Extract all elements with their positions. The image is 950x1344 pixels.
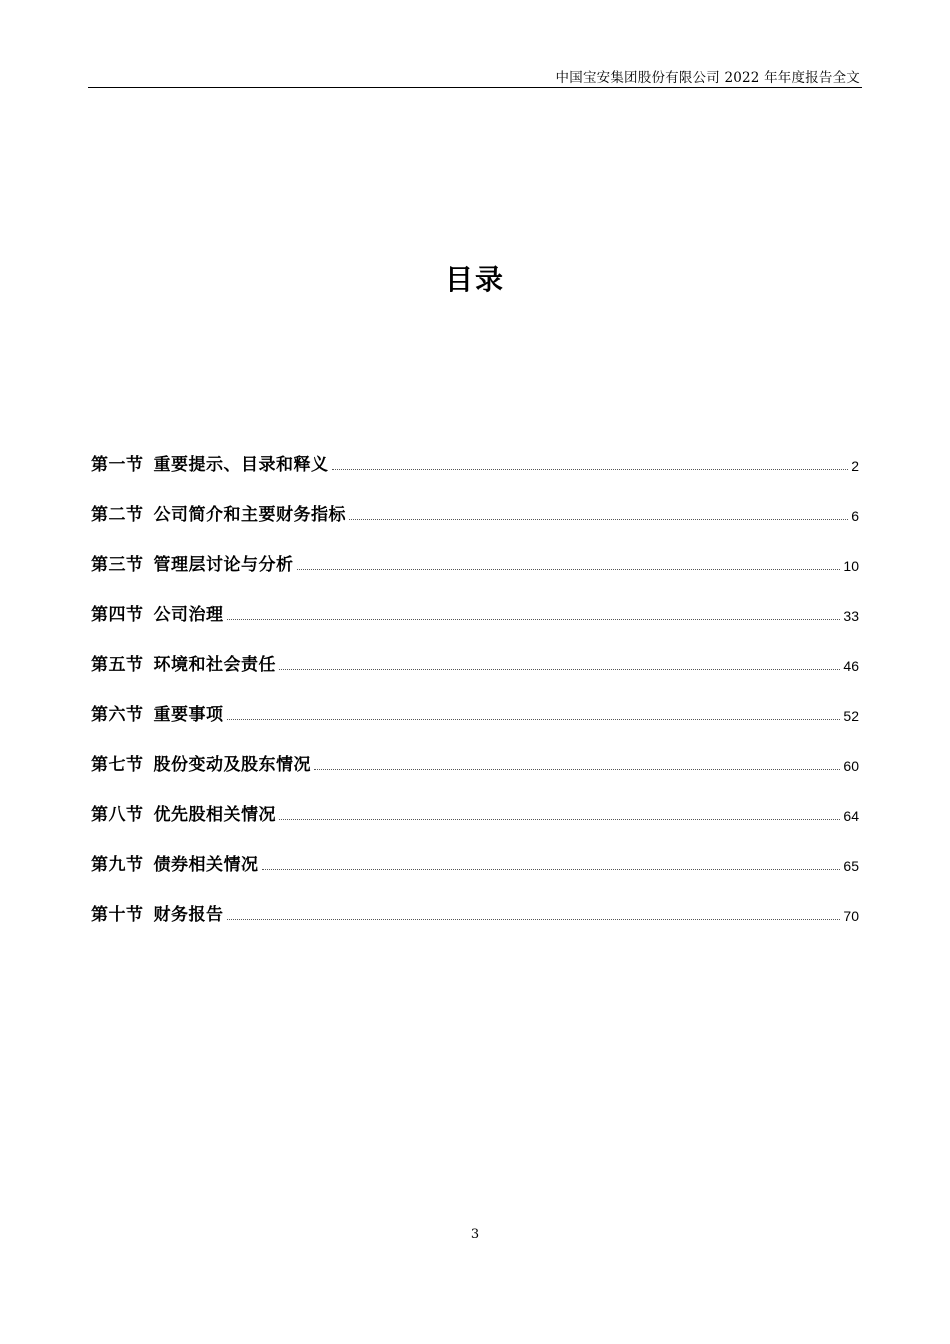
toc-section-title: 优先股相关情况 [153, 805, 276, 825]
toc-section-title: 债券相关情况 [153, 855, 259, 875]
toc-page-number: 6 [851, 508, 859, 524]
toc-entry[interactable] [91, 775, 859, 825]
toc-section-title: 重要提示、目录和释义 [153, 455, 329, 475]
toc-entry[interactable] [91, 575, 859, 625]
toc-page-number: 65 [843, 858, 859, 874]
toc-entry[interactable] [91, 425, 859, 475]
toc-entry[interactable] [91, 475, 859, 525]
toc-page-number: 10 [843, 558, 859, 574]
toc-entry[interactable] [91, 625, 859, 675]
toc-section-label: 第九节 [91, 855, 144, 875]
toc-page-number: 46 [843, 658, 859, 674]
toc-section-title: 公司治理 [153, 605, 224, 625]
header-text: 中国宝安集团股份有限公司 2022 年年度报告全文 [555, 70, 860, 86]
page-number: 3 [470, 1227, 480, 1242]
toc-section-title: 公司简介和主要财务指标 [153, 505, 346, 525]
toc-section-label: 第八节 [91, 805, 144, 825]
toc-leader-dots [227, 618, 841, 620]
toc-section-label: 第二节 [91, 505, 144, 525]
toc-leader-dots [297, 568, 841, 570]
toc-section-label: 第四节 [91, 605, 144, 625]
toc-page-number: 70 [843, 908, 859, 924]
toc-section-title: 环境和社会责任 [153, 655, 276, 675]
toc-section-label: 第七节 [91, 755, 144, 775]
toc-section-label: 第六节 [91, 705, 144, 725]
toc-section-label: 第一节 [91, 455, 144, 475]
toc-leader-dots [332, 468, 849, 470]
toc-page-number: 52 [843, 708, 859, 724]
toc-section-label: 第五节 [91, 655, 144, 675]
toc-leader-dots [262, 868, 841, 870]
page-header [88, 64, 862, 88]
table-of-contents [91, 425, 859, 925]
toc-section-title: 重要事项 [153, 705, 224, 725]
toc-leader-dots [349, 518, 848, 520]
toc-page-number: 2 [851, 458, 859, 474]
toc-page-number: 33 [843, 608, 859, 624]
page-title: 目录 [444, 263, 505, 296]
toc-entry[interactable] [91, 875, 859, 925]
toc-leader-dots [279, 818, 840, 820]
toc-section-label: 第十节 [91, 905, 144, 925]
toc-leader-dots [279, 668, 840, 670]
toc-page-number: 60 [843, 758, 859, 774]
toc-entry[interactable] [91, 725, 859, 775]
toc-section-title: 股份变动及股东情况 [153, 755, 311, 775]
toc-section-label: 第三节 [91, 555, 144, 575]
toc-section-title: 管理层讨论与分析 [153, 555, 294, 575]
toc-leader-dots [227, 718, 841, 720]
toc-leader-dots [227, 918, 841, 920]
toc-entry[interactable] [91, 525, 859, 575]
toc-section-title: 财务报告 [153, 905, 224, 925]
toc-entry[interactable] [91, 825, 859, 875]
toc-page-number: 64 [843, 808, 859, 824]
toc-leader-dots [314, 768, 840, 770]
toc-entry[interactable] [91, 675, 859, 725]
